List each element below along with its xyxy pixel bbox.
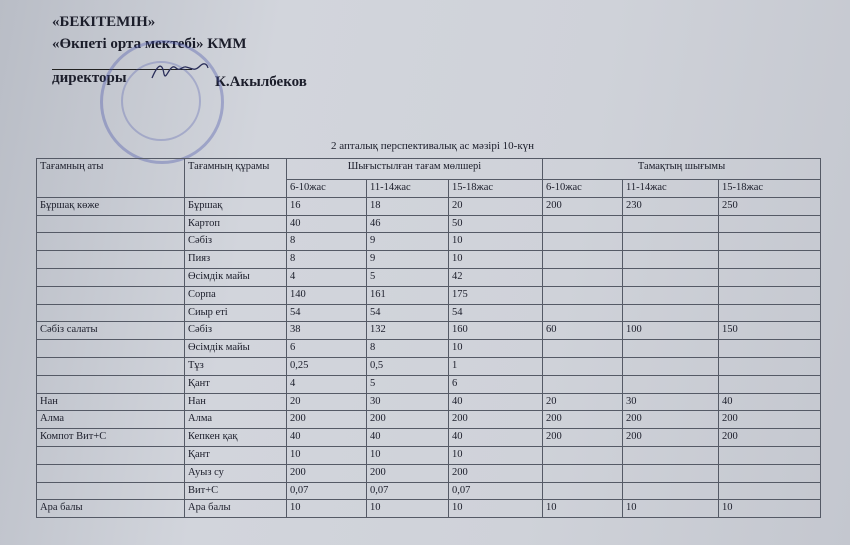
output-6-10-cell: 10: [543, 500, 623, 518]
menu-table-body: [37, 197, 821, 517]
spent-15-18-cell: 6: [449, 375, 543, 393]
output-15-18-cell: [719, 251, 821, 269]
output-11-14-cell: 200: [623, 411, 719, 429]
table-row: [37, 482, 821, 500]
spent-11-14-cell: 8: [367, 340, 449, 358]
table-row: [37, 357, 821, 375]
dish-name-cell: [37, 357, 185, 375]
spent-11-14-cell: 10: [367, 500, 449, 518]
output-6-10-cell: 200: [543, 429, 623, 447]
table-row: [37, 304, 821, 322]
spent-6-10-cell: 6: [287, 340, 367, 358]
header-age: 15-18жас: [719, 180, 821, 198]
output-15-18-cell: [719, 446, 821, 464]
output-15-18-cell: [719, 482, 821, 500]
approval-name: К.Акылбеков: [215, 74, 307, 90]
output-11-14-cell: [623, 464, 719, 482]
dish-name-cell: [37, 233, 185, 251]
output-15-18-cell: [719, 375, 821, 393]
output-6-10-cell: 20: [543, 393, 623, 411]
header-age: 6-10жас: [287, 180, 367, 198]
output-6-10-cell: 60: [543, 322, 623, 340]
spent-15-18-cell: 1: [449, 357, 543, 375]
spent-15-18-cell: 10: [449, 251, 543, 269]
dish-name-cell: Бұршақ көже: [37, 197, 185, 215]
output-11-14-cell: [623, 286, 719, 304]
dish-name-cell: [37, 286, 185, 304]
spent-11-14-cell: 9: [367, 233, 449, 251]
output-15-18-cell: [719, 304, 821, 322]
table-row: [37, 411, 821, 429]
ingredient-cell: Алма: [185, 411, 287, 429]
output-15-18-cell: 40: [719, 393, 821, 411]
spent-11-14-cell: 46: [367, 215, 449, 233]
output-6-10-cell: [543, 375, 623, 393]
spent-15-18-cell: 42: [449, 268, 543, 286]
dish-name-cell: [37, 464, 185, 482]
output-15-18-cell: 200: [719, 429, 821, 447]
ingredient-cell: Кепкен қақ: [185, 429, 287, 447]
dish-name-cell: Алма: [37, 411, 185, 429]
ingredient-cell: Қант: [185, 446, 287, 464]
table-row: [37, 446, 821, 464]
ingredient-cell: Тұз: [185, 357, 287, 375]
output-11-14-cell: [623, 215, 719, 233]
ingredient-cell: Нан: [185, 393, 287, 411]
dish-name-cell: [37, 375, 185, 393]
dish-name-cell: [37, 482, 185, 500]
spent-6-10-cell: 38: [287, 322, 367, 340]
spent-6-10-cell: 40: [287, 215, 367, 233]
spent-11-14-cell: 54: [367, 304, 449, 322]
ingredient-cell: Қант: [185, 375, 287, 393]
spent-11-14-cell: 200: [367, 411, 449, 429]
spent-11-14-cell: 5: [367, 268, 449, 286]
ingredient-cell: Сорпа: [185, 286, 287, 304]
spent-6-10-cell: 8: [287, 251, 367, 269]
spent-11-14-cell: 10: [367, 446, 449, 464]
header-age: 11-14жас: [623, 180, 719, 198]
table-row: [37, 286, 821, 304]
table-row: [37, 375, 821, 393]
spent-6-10-cell: 10: [287, 446, 367, 464]
output-15-18-cell: [719, 268, 821, 286]
spent-11-14-cell: 30: [367, 393, 449, 411]
output-11-14-cell: [623, 268, 719, 286]
table-row: [37, 322, 821, 340]
spent-11-14-cell: 9: [367, 251, 449, 269]
output-11-14-cell: 200: [623, 429, 719, 447]
output-11-14-cell: [623, 304, 719, 322]
spent-11-14-cell: 0,5: [367, 357, 449, 375]
spent-15-18-cell: 54: [449, 304, 543, 322]
table-row: [37, 197, 821, 215]
dish-name-cell: [37, 304, 185, 322]
spent-15-18-cell: 50: [449, 215, 543, 233]
ingredient-cell: Ара балы: [185, 500, 287, 518]
spent-11-14-cell: 161: [367, 286, 449, 304]
output-6-10-cell: [543, 233, 623, 251]
output-6-10-cell: [543, 464, 623, 482]
ingredient-cell: Өсімдік майы: [185, 268, 287, 286]
table-row: [37, 215, 821, 233]
dish-name-cell: [37, 215, 185, 233]
table-row: [37, 464, 821, 482]
output-6-10-cell: [543, 268, 623, 286]
spent-11-14-cell: 40: [367, 429, 449, 447]
spent-15-18-cell: 200: [449, 411, 543, 429]
spent-6-10-cell: 16: [287, 197, 367, 215]
spent-15-18-cell: 10: [449, 446, 543, 464]
output-11-14-cell: 10: [623, 500, 719, 518]
output-15-18-cell: [719, 233, 821, 251]
output-15-18-cell: [719, 286, 821, 304]
spent-6-10-cell: 200: [287, 411, 367, 429]
header-age: 15-18жас: [449, 180, 543, 198]
output-6-10-cell: [543, 251, 623, 269]
spent-15-18-cell: 40: [449, 393, 543, 411]
output-6-10-cell: [543, 286, 623, 304]
output-15-18-cell: [719, 464, 821, 482]
dish-name-cell: Компот Вит+С: [37, 429, 185, 447]
output-6-10-cell: [543, 357, 623, 375]
dish-name-cell: [37, 251, 185, 269]
ingredient-cell: Пияз: [185, 251, 287, 269]
table-row: [37, 429, 821, 447]
output-11-14-cell: [623, 251, 719, 269]
spent-15-18-cell: 200: [449, 464, 543, 482]
output-15-18-cell: [719, 357, 821, 375]
ingredient-cell: Бұршақ: [185, 197, 287, 215]
output-6-10-cell: [543, 446, 623, 464]
output-11-14-cell: 230: [623, 197, 719, 215]
ingredient-cell: Сиыр еті: [185, 304, 287, 322]
spent-6-10-cell: 140: [287, 286, 367, 304]
output-11-14-cell: [623, 375, 719, 393]
ingredient-cell: Өсімдік майы: [185, 340, 287, 358]
approval-position: директоры: [52, 70, 127, 86]
spent-11-14-cell: 0,07: [367, 482, 449, 500]
spent-6-10-cell: 10: [287, 500, 367, 518]
dish-name-cell: [37, 340, 185, 358]
spent-6-10-cell: 4: [287, 375, 367, 393]
spent-11-14-cell: 5: [367, 375, 449, 393]
spent-15-18-cell: 0,07: [449, 482, 543, 500]
header-spent: Шығыстылған тағам мөлшері: [287, 159, 543, 180]
output-15-18-cell: 10: [719, 500, 821, 518]
dish-name-cell: [37, 446, 185, 464]
approval-title: «БЕКІТЕМІН»: [52, 14, 156, 30]
table-row: [37, 393, 821, 411]
ingredient-cell: Картоп: [185, 215, 287, 233]
spent-15-18-cell: 10: [449, 233, 543, 251]
header-composition: Тағамның құрамы: [185, 159, 287, 198]
spent-6-10-cell: 200: [287, 464, 367, 482]
spent-15-18-cell: 10: [449, 500, 543, 518]
ingredient-cell: Сәбіз: [185, 322, 287, 340]
table-row: [37, 500, 821, 518]
spent-15-18-cell: 160: [449, 322, 543, 340]
output-6-10-cell: [543, 304, 623, 322]
ingredient-cell: Вит+С: [185, 482, 287, 500]
approval-organization: «Өкпеті орта мектебі» КММ: [52, 36, 247, 52]
output-15-18-cell: [719, 340, 821, 358]
header-age: 11-14жас: [367, 180, 449, 198]
output-6-10-cell: 200: [543, 411, 623, 429]
header-output: Тамақтың шығымы: [543, 159, 821, 180]
output-15-18-cell: [719, 215, 821, 233]
header-age: 6-10жас: [543, 180, 623, 198]
output-6-10-cell: 200: [543, 197, 623, 215]
output-11-14-cell: [623, 357, 719, 375]
ingredient-cell: Ауыз су: [185, 464, 287, 482]
output-15-18-cell: 250: [719, 197, 821, 215]
spent-6-10-cell: 8: [287, 233, 367, 251]
output-11-14-cell: 100: [623, 322, 719, 340]
spent-15-18-cell: 20: [449, 197, 543, 215]
dish-name-cell: [37, 268, 185, 286]
table-row: [37, 233, 821, 251]
spent-6-10-cell: 40: [287, 429, 367, 447]
table-row: [37, 268, 821, 286]
spent-11-14-cell: 132: [367, 322, 449, 340]
dish-name-cell: Нан: [37, 393, 185, 411]
output-6-10-cell: [543, 482, 623, 500]
signature-icon: [150, 58, 210, 84]
spent-6-10-cell: 54: [287, 304, 367, 322]
spent-11-14-cell: 200: [367, 464, 449, 482]
spent-6-10-cell: 20: [287, 393, 367, 411]
output-6-10-cell: [543, 340, 623, 358]
menu-title: 2 апталық перспективалық ас мәзірі 10-күн: [331, 140, 535, 152]
table-row: [37, 251, 821, 269]
spent-15-18-cell: 40: [449, 429, 543, 447]
spent-6-10-cell: 0,07: [287, 482, 367, 500]
output-11-14-cell: 30: [623, 393, 719, 411]
output-11-14-cell: [623, 233, 719, 251]
spent-6-10-cell: 4: [287, 268, 367, 286]
dish-name-cell: Ара балы: [37, 500, 185, 518]
output-6-10-cell: [543, 215, 623, 233]
header-dish: Тағамның аты: [37, 159, 185, 198]
ingredient-cell: Сәбіз: [185, 233, 287, 251]
table-row: [37, 340, 821, 358]
output-11-14-cell: [623, 482, 719, 500]
menu-table: [36, 158, 821, 518]
spent-15-18-cell: 10: [449, 340, 543, 358]
output-15-18-cell: 150: [719, 322, 821, 340]
output-15-18-cell: 200: [719, 411, 821, 429]
output-11-14-cell: [623, 340, 719, 358]
spent-15-18-cell: 175: [449, 286, 543, 304]
spent-6-10-cell: 0,25: [287, 357, 367, 375]
spent-11-14-cell: 18: [367, 197, 449, 215]
dish-name-cell: Сәбіз салаты: [37, 322, 185, 340]
output-11-14-cell: [623, 446, 719, 464]
